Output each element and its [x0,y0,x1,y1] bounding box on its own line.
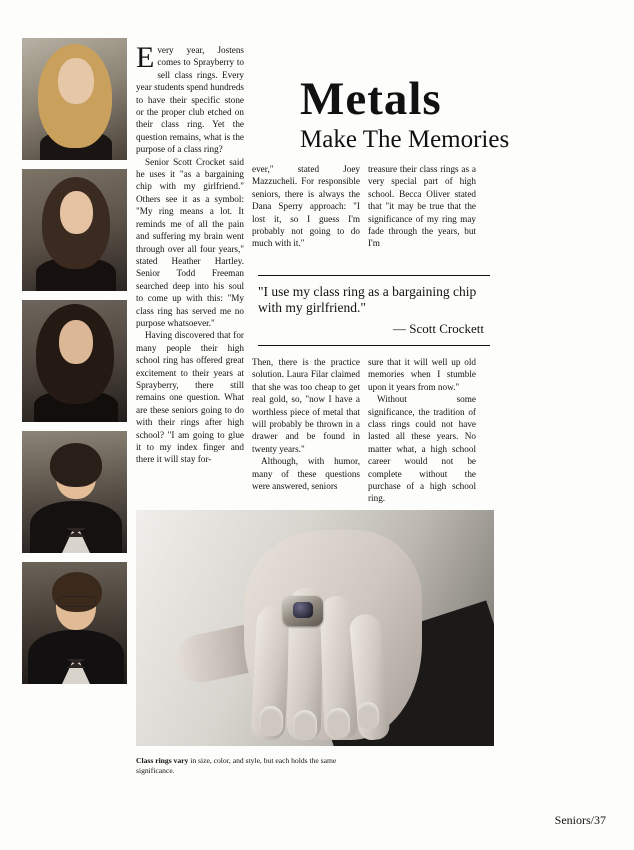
portrait-photo-1 [22,38,127,160]
pull-quote [258,275,490,346]
caption-rest: in size, color, and style, but each holds the same significance. [136,756,337,775]
drop-cap: E [136,41,155,74]
paragraph-3: Having discovered that for many people their high school ring has offered great excitement to their years at Sprayberry, there still remains one question. What are these seniors going to do with their rings after high school? "I am going to glue it to my index finger and there it will stay for- [136,330,244,465]
pull-quote-attribution: — Scott Crockett [393,321,484,336]
paragraph-7: Although, with humor, many of these questions were answered, seniors [252,456,360,492]
paragraph-9: Without some significance, the tradition of class rings could not have lasted all these years. No matter what, a high school career would not be complete without the purchase of a high school ring. [368,394,476,504]
pull-quote-text: "I use my class ring as a bargaining chip with my girlfriend." [258,284,477,315]
portrait-hair-4 [50,443,102,487]
body-column-2-top [252,163,360,250]
fingernail-1 [259,706,283,736]
paragraph-6: Then, there is the practice solution. Laura Filar claimed that she was too cheap to get real gold, so, "now I have a worthless piece of metal that will probably be thrown in a drawer and be found in twenty years." [252,357,360,454]
portrait-photo-3 [22,300,127,422]
body-column-3-mid [368,356,476,505]
class-ring [283,596,323,626]
body-column-1-top [136,41,244,466]
paragraph-1 [136,41,244,156]
paragraph-8: sure that it will well up old memories when I stumble upon it years from now." [368,357,476,392]
headline-sub: Make The Memories [300,126,510,153]
fingernail-2 [293,710,317,740]
paragraph-5: treasure their class rings as a very special part of high school. Becca Oliver stated that "it may be true that the significance of my ring may fade through the years, but I'm [368,164,476,249]
fingernail-3 [326,708,350,738]
ring-stone [293,602,313,618]
paragraph-1-text: very year, Jostens comes to Sprayberry to sell class rings. Every year students spend hundreds to have their specific stone or the proper club etched on their class ring. Yet the question remains, what is the purpose of a class ring? [136,45,244,155]
portrait-photo-2 [22,169,127,291]
paragraph-4: ever," stated Joey Mazzucheli. For responsible seniors, there is always the Dana Sperry approach: "I lost it, so I guess I'm probably not going to do much with it." [252,164,360,249]
portrait-face-1 [58,58,94,104]
page-folio: Seniors/37 [554,813,606,827]
headline-main: Metals [300,73,442,125]
glasses-icon-5 [58,596,96,607]
main-photo-class-ring [136,510,494,746]
portrait-strip [22,38,127,693]
page-headline [300,73,600,153]
portrait-face-3 [59,320,93,364]
body-column-3-top [368,163,476,250]
portrait-photo-5 [22,562,127,684]
caption-lead: Class rings vary [136,756,189,765]
fingernail-4 [357,702,379,729]
portrait-photo-4 [22,431,127,553]
paragraph-2: Senior Scott Crocket said he uses it "as a bargaining chip with my girlfriend." Others see it as a symbol: "My ring means a lot. It reminds me of all the pain and suffering my brain went through over all four years," stated Heather Hartley. Senior Todd Freeman searched deep into his soul to come up with this: "My class ring has served me no purpose whatsoever." [136,156,244,328]
photo-caption [136,756,376,776]
portrait-face-2 [60,191,93,234]
body-column-2-mid [252,356,360,492]
